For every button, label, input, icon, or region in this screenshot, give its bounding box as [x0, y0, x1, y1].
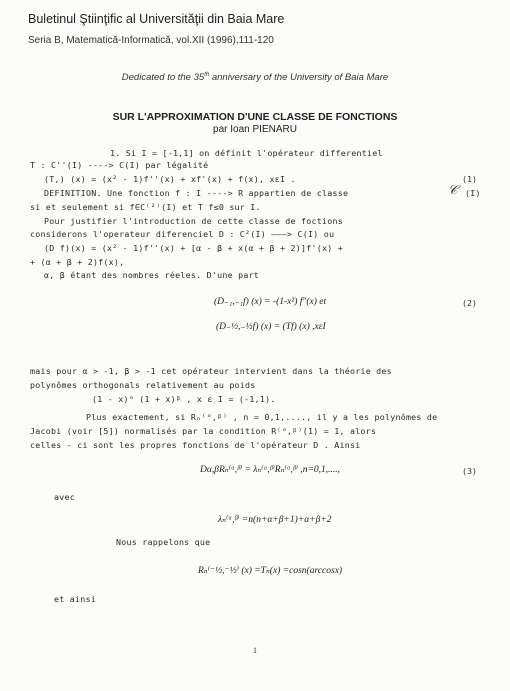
equation-3: Dα,βRₙ⁽ᵅ,ᵝ⁾ = λₙ⁽ᵅ,ᵝ⁾Rₙ⁽ᵅ,ᵝ⁾ ,n=0,1,....,	[200, 465, 340, 475]
body-line-11: mais pour α > -1, β > -1 cet opérateur intervient dans la théorie des	[30, 366, 392, 376]
journal-series: Seria B, Matematică-Informatică, vol.XII (1996),111-120	[28, 35, 274, 46]
dedication-sup: th	[204, 72, 210, 78]
body-line-15: Jacobi (voir [5]) normalisés par la condition R⁽ᵅ,ᵝ⁾(1) = 1, alors	[30, 426, 377, 436]
body-line-4-end: (I)	[465, 188, 481, 198]
body-line-2: T : C''(I) ----> C(I) par légalité	[30, 160, 209, 170]
body-line-16: celles - ci sont les propres fonctions de l'opérateur D . Ainsi	[30, 440, 361, 450]
body-line-14: Plus exactement, si Rₙ⁽ᵅ,ᵝ⁾ , n = 0,1,...., il y a les polynômes de	[86, 412, 438, 422]
page-number: 1	[253, 646, 257, 655]
body-line-4: DEFINITION. Une fonction f : I ----> R appartien de classe	[44, 188, 349, 198]
body-line-17: avec	[54, 492, 75, 502]
equation-number-2: (2)	[462, 298, 477, 308]
body-line-8: (D f)(x) = (x² - 1)f''(x) + [α - β + x(α + β + 2)]f'(x) +	[44, 243, 343, 253]
journal-name: Buletinul Ştiinţific al Universităţii din Baia Mare	[28, 12, 285, 26]
calligraphic-c-icon: 𝒞	[448, 183, 458, 198]
paper-title: SUR L'APPROXIMATION D'UNE CLASSE DE FONCTIONS	[112, 111, 398, 123]
equation-4: λₙ⁽ᵅ,ᵝ⁾ =n(n+α+β+1)+α+β+2	[218, 515, 332, 525]
body-line-6: Pour justifier l'introduction de cette classe de foctions	[44, 216, 343, 226]
body-line-1: 1. Si I = [-1,1] on défínit l'opérateur differentiel	[110, 148, 383, 158]
equation-number-3: (3)	[462, 466, 477, 476]
body-line-3: (T,) (x) = (x² - 1)f''(x) + xf'(x) + f(x), xεI .	[44, 174, 296, 184]
equation-2a: (D₋₁,₋₁f) (x) = -(1-x²) f″(x) et	[214, 297, 327, 307]
body-line-9: + (α + β + 2)f(x),	[30, 257, 125, 267]
equation-5: Rₙ⁽⁻½,⁻½⁾ (x) =Tₙ(x) =cosn(arccosx)	[198, 566, 343, 576]
body-line-10: α, β étant des nombres réeles. D'une part	[44, 270, 260, 280]
body-line-19: et ainsi	[54, 594, 96, 604]
equation-2b: (D₋½,₋½f) (x) = (Tf) (x) ,xεI	[216, 322, 326, 332]
body-line-13: (1 - x)ᵅ (1 + x)ᵝ , x ε I = (-1,1).	[92, 394, 276, 404]
dedication	[0, 72, 510, 83]
body-line-5: si et seulement si f∈C⁽²⁾(I) et T f≤0 sur I.	[30, 202, 261, 212]
body-line-12: polynômes orthogonals relativement au poids	[30, 380, 256, 390]
body-line-7: considerons l'operateur diferenciel D : C²(I) ———> C(I) ou	[30, 229, 335, 239]
dedication-text-after: anniversary of the University of Baia Mare	[209, 72, 389, 84]
body-line-18: Nous rappelons que	[116, 537, 211, 547]
dedication-text-before: Dedicated to the 35	[121, 72, 205, 84]
paper-author: par Ioan PIENARU	[213, 124, 297, 135]
equation-number-1: (1)	[462, 174, 477, 184]
